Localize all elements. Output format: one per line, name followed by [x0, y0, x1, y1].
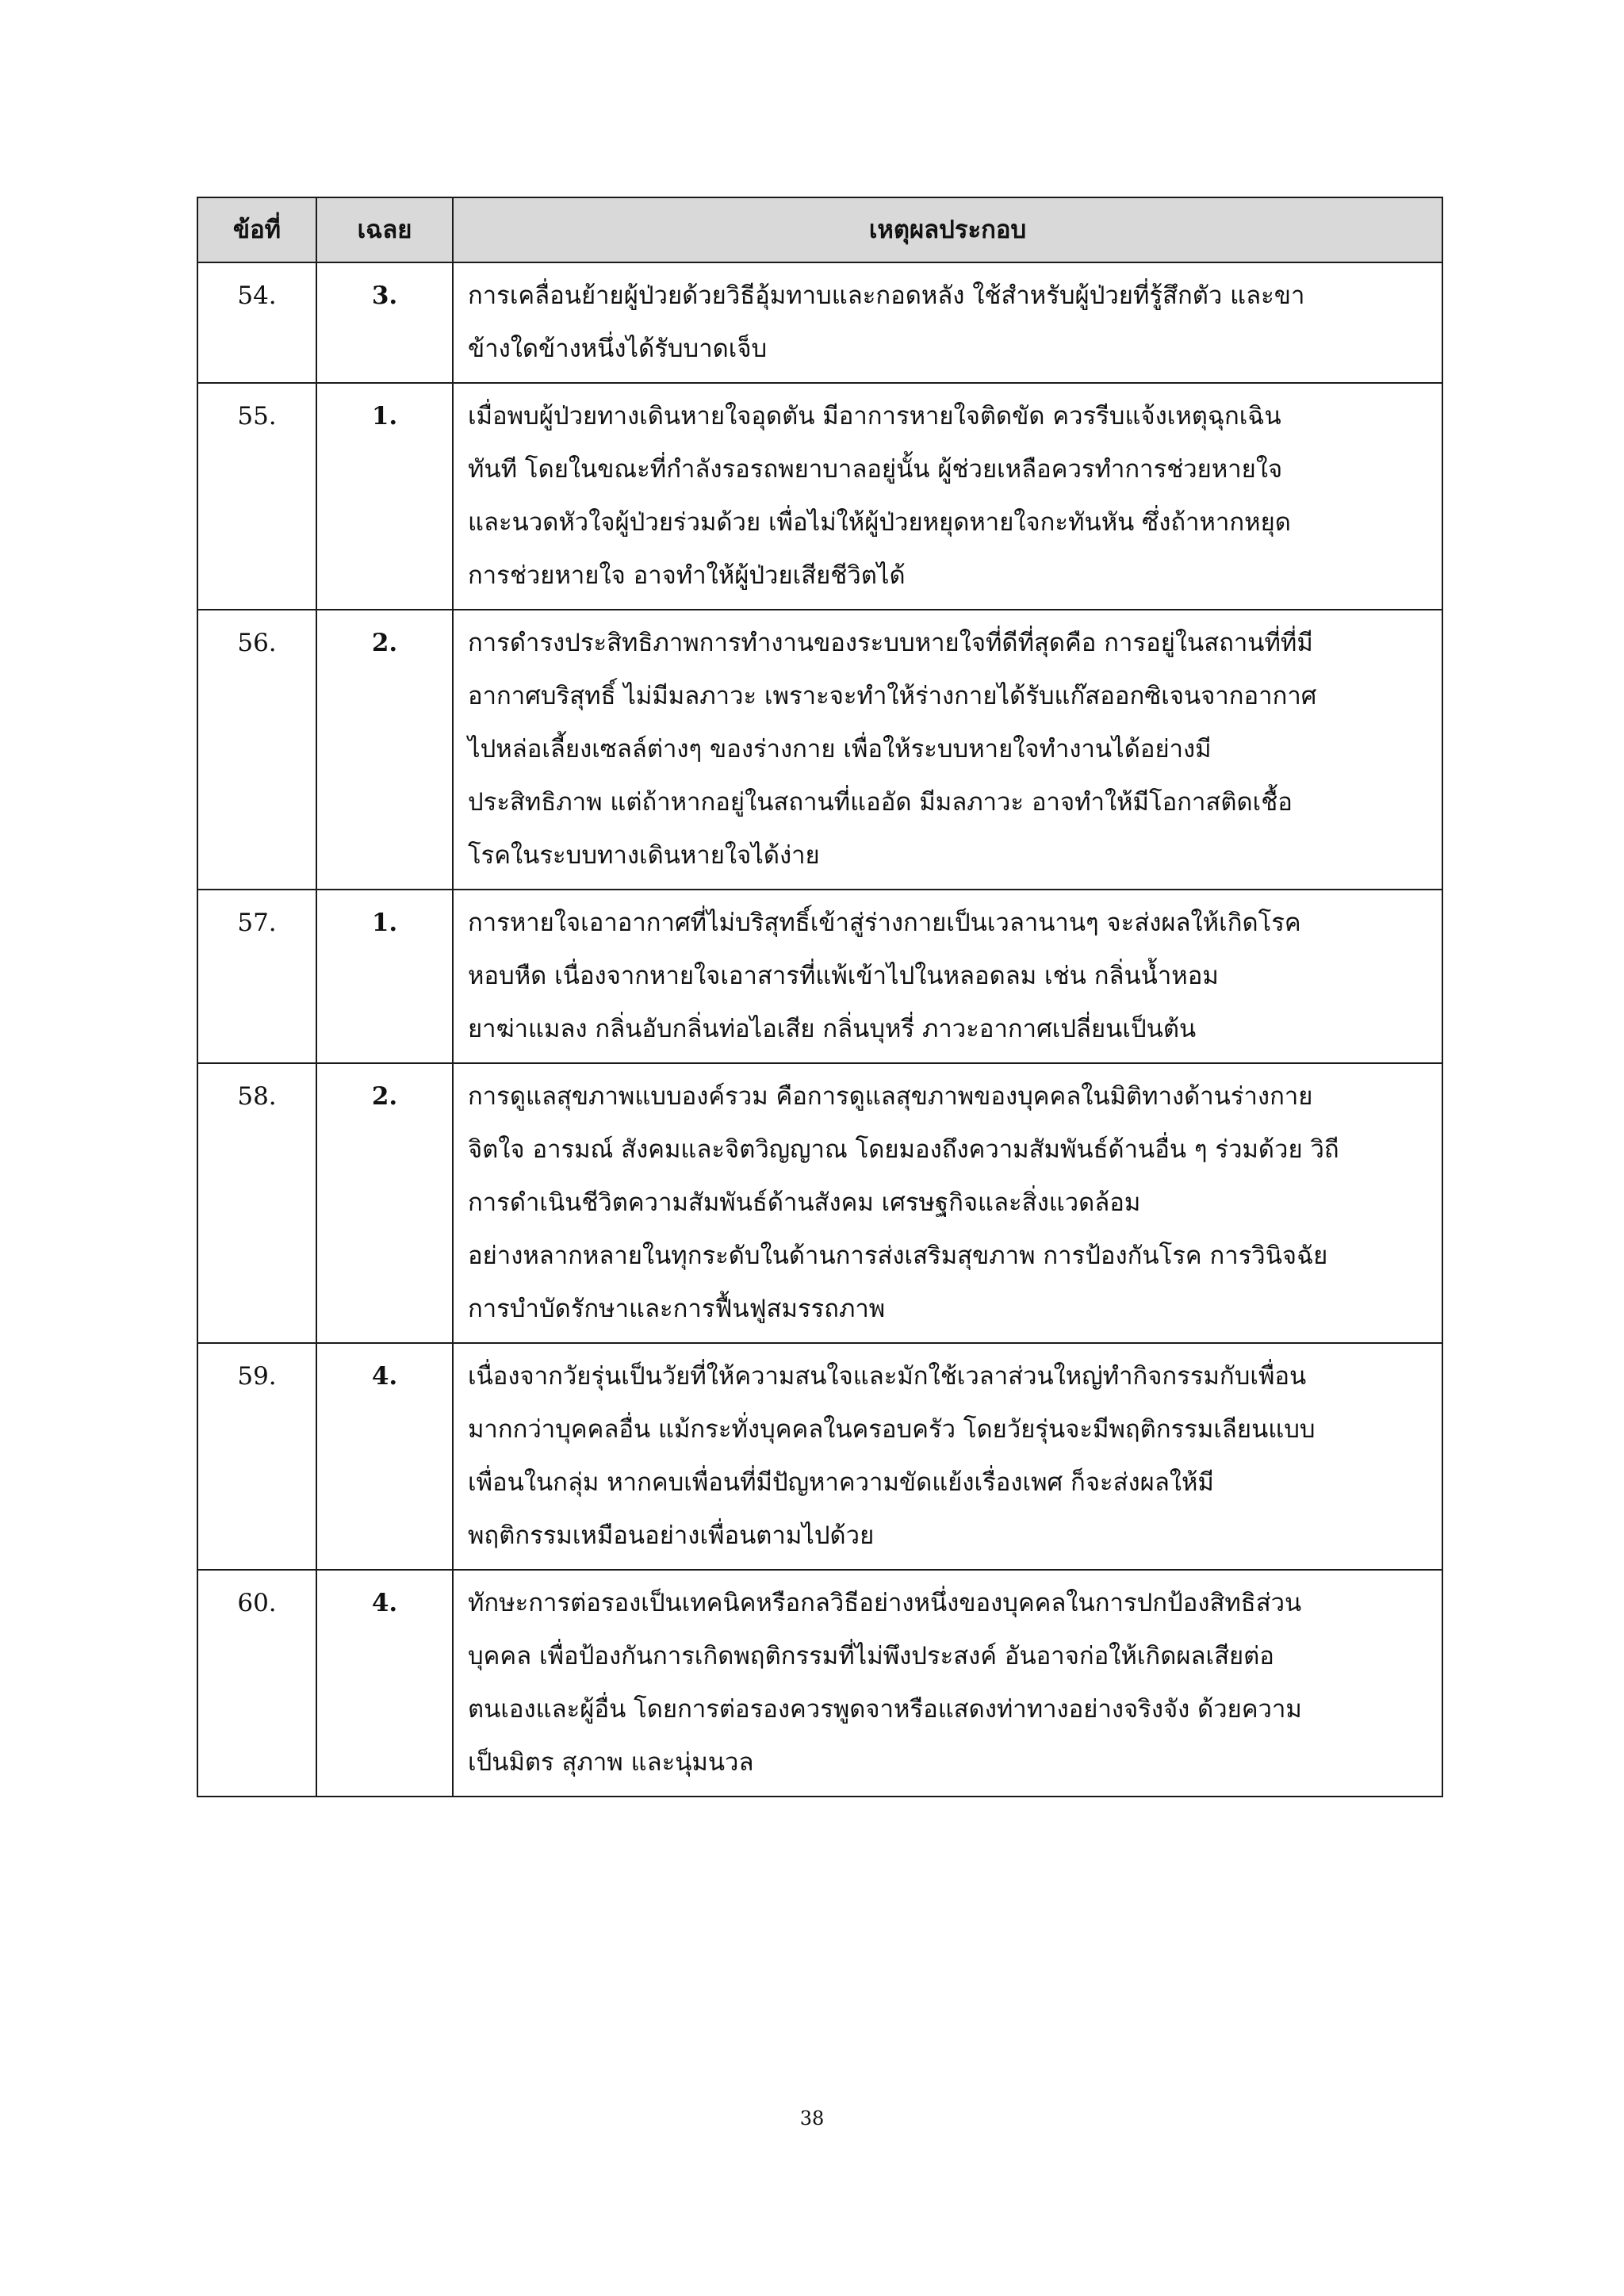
table-header-row — [197, 197, 1442, 262]
reason-cell — [453, 1343, 1442, 1570]
reason-line: ข้างใดข้างหนึ่งได้รับบาดเจ็บ — [468, 335, 768, 363]
reason-cell — [453, 262, 1442, 383]
reason-line: และนวดหัวใจผู้ป่วยร่วมด้วย เพื่อไม่ให้ผู้ป่วยหยุดหายใจกะทันหัน ซึ่งถ้าหากหยุด — [468, 508, 1291, 537]
reason-line: ยาฆ่าแมลง กลิ่นอับกลิ่นท่อไอเสีย กลิ่นบุหรี่ ภาวะอากาศเปลี่ยนเป็นต้น — [468, 1015, 1197, 1043]
reason-line: หอบหืด เนื่องจากหายใจเอาสารที่แพ้เข้าไปในหลอดลม เช่น กลิ่นน้ำหอม — [468, 962, 1219, 990]
question-number: 57. — [197, 890, 316, 1063]
answer-choice: 3. — [316, 262, 453, 383]
reason-line: เป็นมิตร สุภาพ และนุ่มนวล — [468, 1748, 754, 1777]
reason-line: จิตใจ อารมณ์ สังคมและจิตวิญญาณ โดยมองถึงความสัมพันธ์ด้านอื่น ๆ ร่วมด้วย วิถี — [468, 1135, 1339, 1164]
question-number: 54. — [197, 262, 316, 383]
reason-line: การดำเนินชีวิตความสัมพันธ์ด้านสังคม เศรษฐกิจและสิ่งแวดล้อม — [468, 1188, 1141, 1217]
reason-line: เนื่องจากวัยรุ่นเป็นวัยที่ให้ความสนใจและมักใช้เวลาส่วนใหญ่ทำกิจกรรมกับเพื่อน — [468, 1362, 1307, 1391]
table-row — [197, 1343, 1442, 1570]
reason-line: อย่างหลากหลายในทุกระดับในด้านการส่งเสริมสุขภาพ การป้องกันโรค การวินิจฉัย — [468, 1242, 1328, 1270]
answer-choice: 4. — [316, 1343, 453, 1570]
question-number: 59. — [197, 1343, 316, 1570]
table-row — [197, 1570, 1442, 1797]
answer-choice: 1. — [316, 890, 453, 1063]
answer-key-table — [197, 197, 1443, 1797]
reason-cell — [453, 610, 1442, 890]
question-number: 58. — [197, 1063, 316, 1343]
table-row — [197, 262, 1442, 383]
reason-line: ประสิทธิภาพ แต่ถ้าหากอยู่ในสถานที่แออัด มีมลภาวะ อาจทำให้มีโอกาสติดเชื้อ — [468, 788, 1293, 817]
reason-line: บุคคล เพื่อป้องกันการเกิดพฤติกรรมที่ไม่พึงประสงค์ อันอาจก่อให้เกิดผลเสียต่อ — [468, 1642, 1274, 1670]
reason-line: การเคลื่อนย้ายผู้ป่วยด้วยวิธีอุ้มทาบและกอดหลัง ใช้สำหรับผู้ป่วยที่รู้สึกตัว และขา — [468, 281, 1305, 310]
answer-choice: 1. — [316, 383, 453, 610]
reason-line: เมื่อพบผู้ป่วยทางเดินหายใจอุดตัน มีอาการหายใจติดขัด ควรรีบแจ้งเหตุฉุกเฉิน — [468, 402, 1281, 430]
reason-line: ทันที โดยในขณะที่กำลังรอรถพยาบาลอยู่นั้น ผู้ช่วยเหลือควรทำการช่วยหายใจ — [468, 455, 1283, 484]
table-body — [197, 262, 1442, 1797]
reason-line: พฤติกรรมเหมือนอย่างเพื่อนตามไปด้วย — [468, 1521, 875, 1550]
table-row — [197, 383, 1442, 610]
question-number: 55. — [197, 383, 316, 610]
question-number: 56. — [197, 610, 316, 890]
reason-line: การช่วยหายใจ อาจทำให้ผู้ป่วยเสียชีวิตได้ — [468, 561, 906, 590]
header-reason: เหตุผลประกอบ — [453, 197, 1442, 262]
reason-line: การดำรงประสิทธิภาพการทำงานของระบบหายใจที่ดีที่สุดคือ การอยู่ในสถานที่ที่มี — [468, 629, 1313, 657]
reason-line: เพื่อนในกลุ่ม หากคบเพื่อนที่มีปัญหาความขัดแย้งเรื่องเพศ ก็จะส่งผลให้มี — [468, 1468, 1214, 1497]
reason-cell — [453, 1063, 1442, 1343]
reason-line: อากาศบริสุทธิ์ ไม่มีมลภาวะ เพราะจะทำให้ร่างกายได้รับแก๊สออกซิเจนจากอากาศ — [468, 682, 1317, 710]
table-row — [197, 1063, 1442, 1343]
reason-cell — [453, 1570, 1442, 1797]
reason-cell — [453, 383, 1442, 610]
reason-line: การหายใจเอาอากาศที่ไม่บริสุทธิ์เข้าสู่ร่างกายเป็นเวลานานๆ จะส่งผลให้เกิดโรค — [468, 909, 1301, 937]
reason-line: มากกว่าบุคคลอื่น แม้กระทั่งบุคคลในครอบครัว โดยวัยรุ่นจะมีพฤติกรรมเลียนแบบ — [468, 1415, 1316, 1444]
answer-choice: 4. — [316, 1570, 453, 1797]
reason-cell — [453, 890, 1442, 1063]
reason-line: โรคในระบบทางเดินหายใจได้ง่าย — [468, 841, 820, 870]
header-number: ข้อที่ — [197, 197, 316, 262]
answer-choice: 2. — [316, 1063, 453, 1343]
reason-line: ตนเองและผู้อื่น โดยการต่อรองควรพูดจาหรือแสดงท่าทางอย่างจริงจัง ด้วยความ — [468, 1695, 1302, 1724]
reason-line: ทักษะการต่อรองเป็นเทคนิคหรือกลวิธีอย่างหนึ่งของบุคคลในการปกป้องสิทธิส่วน — [468, 1589, 1302, 1617]
page-number: 38 — [799, 2107, 825, 2130]
header-answer: เฉลย — [316, 197, 453, 262]
table-row — [197, 890, 1442, 1063]
answer-choice: 2. — [316, 610, 453, 890]
question-number: 60. — [197, 1570, 316, 1797]
reason-line: การบำบัดรักษาและการฟื้นฟูสมรรถภาพ — [468, 1295, 886, 1323]
table-row — [197, 610, 1442, 890]
reason-line: ไปหล่อเลี้ยงเซลล์ต่างๆ ของร่างกาย เพื่อให้ระบบหายใจทำงานได้อย่างมี — [468, 735, 1212, 763]
reason-line: การดูแลสุขภาพแบบองค์รวม คือการดูแลสุขภาพของบุคคลในมิติทางด้านร่างกาย — [468, 1082, 1313, 1111]
